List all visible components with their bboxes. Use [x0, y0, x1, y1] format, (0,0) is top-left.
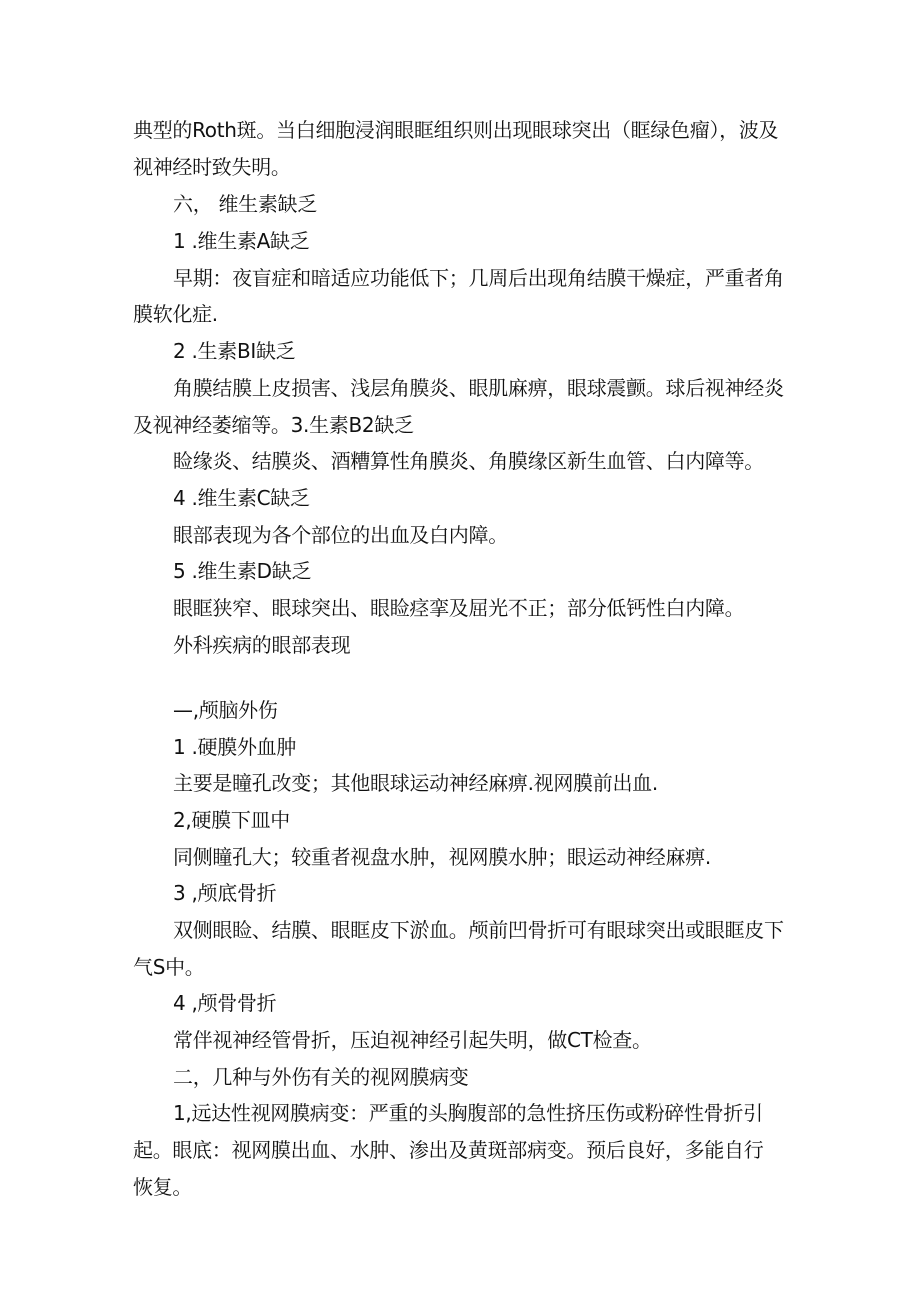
subheading: 4 .维生素C缺乏: [173, 486, 310, 510]
section-heading: 六， 维生素缺乏: [173, 192, 317, 216]
text-line: 典型的Roth斑。当白细胞浸润眼眶组织则出现眼球突出（眶绿色瘤），波及: [133, 118, 779, 142]
subheading: 4 ,颅骨骨折: [173, 991, 277, 1015]
section-heading: 二，几种与外伤有关的视网膜病变: [173, 1065, 469, 1089]
text-line: 早期：夜盲症和暗适应功能低下；几周后出现角结膜干燥症，严重者角: [173, 266, 784, 290]
text-line: 双侧眼睑、结膜、眼眶皮下淤血。颅前凹骨折可有眼球突出或眼眶皮下: [173, 918, 784, 942]
text-line: 主要是瞳孔改变；其他眼球运动神经麻痹.视网膜前出血.: [173, 771, 658, 795]
text-line: 恢复。: [133, 1175, 193, 1199]
subheading: 5 .维生素D缺乏: [173, 559, 312, 583]
text-line: 眼眶狭窄、眼球突出、眼睑痉挛及屈光不正；部分低钙性白内障。: [173, 596, 745, 620]
text-line: 膜软化症.: [133, 302, 218, 326]
subheading: 1 .维生素A缺乏: [173, 229, 310, 253]
text-line: 睑缘炎、结膜炎、酒糟算性角膜炎、角膜缘区新生血管、白内障等。: [173, 449, 764, 473]
text-line: 起。眼底：视网膜出血、水肿、渗出及黄斑部病变。预后良好，多能自行: [133, 1138, 764, 1162]
text-line: 常伴视神经管骨折，压迫视神经引起失明，做CT检查。: [173, 1028, 652, 1052]
subheading: 2 .生素BI缺乏: [173, 339, 296, 363]
text-line: 气S中。: [133, 955, 205, 979]
section-heading: 外科疾病的眼部表现: [173, 633, 351, 657]
subheading: 1 .硬膜外血肿: [173, 735, 297, 759]
text-line: 1,远达性视网膜病变：严重的头胸腹部的急性挤压伤或粉碎性骨折引: [173, 1101, 763, 1125]
section-heading: —,颅脑外伤: [173, 698, 278, 722]
text-line: 视神经时致失明。: [133, 155, 291, 179]
text-line: 眼部表现为各个部位的出血及白内障。: [173, 523, 508, 547]
text-line: 角膜结膜上皮损害、浅层角膜炎、眼肌麻痹，眼球震颤。球后视神经炎: [173, 376, 784, 400]
text-line: 同侧瞳孔大；较重者视盘水肿，视网膜水肿；眼运动神经麻痹.: [173, 845, 711, 869]
text-line: 及视神经萎缩等。3.生素B2缺乏: [133, 413, 414, 437]
subheading: 2,硬膜下皿中: [173, 808, 290, 832]
subheading: 3 ,颅底骨折: [173, 881, 277, 905]
